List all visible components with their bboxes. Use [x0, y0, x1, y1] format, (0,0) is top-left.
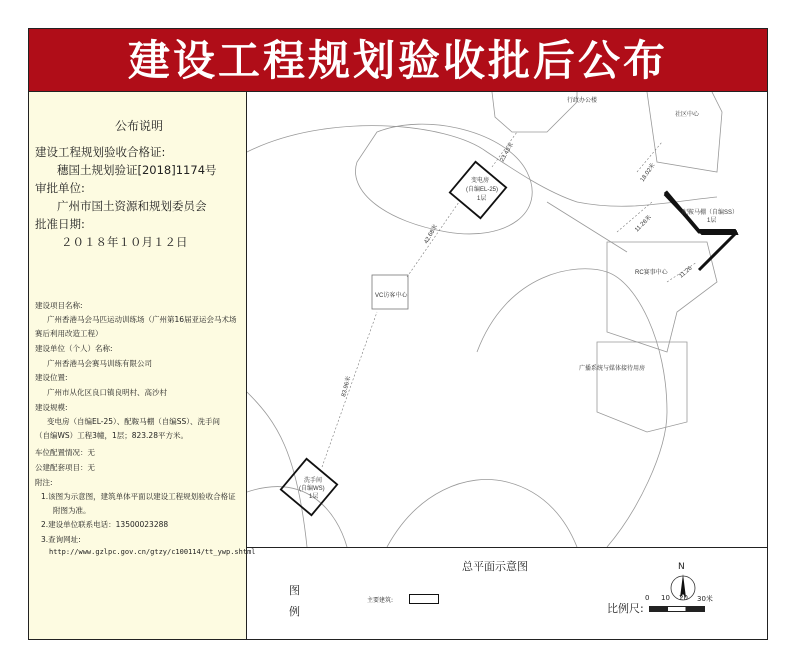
dim-d4: 18.02米	[639, 162, 657, 184]
public-facility: 公建配套项目：无	[35, 463, 95, 472]
scale-bar-label: 比例尺:	[607, 602, 644, 615]
label-vc: VC访客中心	[375, 293, 408, 299]
builder: 广州香港马会赛马训练有限公司	[47, 359, 152, 368]
approval-unit: 广州市国土资源和规划委员会	[57, 199, 207, 213]
vc-visitor-center	[372, 275, 408, 309]
label-washroom-floor: 1层	[309, 494, 319, 500]
cert-label: 建设工程规划验收合格证:	[35, 145, 166, 159]
road-curve-north	[247, 126, 577, 202]
scale-line1: 变电房（自编EL-25）、配鞍马棚（自编SS）、洗手间	[47, 417, 221, 426]
road-curve-east	[577, 197, 717, 206]
label-admin: 行政办公楼	[567, 98, 598, 104]
scale-bar	[649, 606, 705, 612]
project-name-label: 建设项目名称:	[35, 301, 83, 310]
info-panel	[29, 92, 256, 639]
parking: 车位配置情况：无	[35, 448, 95, 457]
site-plan-map	[247, 92, 767, 547]
building-outline-community	[647, 92, 722, 172]
oval-track	[355, 124, 532, 234]
scale-tick-30: 30米	[697, 595, 713, 603]
scale-tick-10: 10	[661, 594, 670, 602]
scale-tick-20: 20	[679, 594, 688, 602]
label-substation-code: (自编EL-25)	[466, 187, 499, 193]
rc-building	[607, 242, 717, 352]
scale-tick-0: 0	[645, 594, 650, 602]
path-lower	[387, 480, 577, 547]
label-community: 社区中心	[675, 112, 700, 118]
label-substation-floor: 1层	[477, 196, 487, 202]
label-washroom-code: (自编WS)	[299, 486, 325, 492]
legend-main-building-label: 主要建筑:	[367, 597, 394, 604]
location-label: 建设位置:	[35, 373, 68, 382]
cert-number: 穗国土规划验证[2018]1174号	[57, 163, 217, 177]
label-rc: RC赛事中心	[635, 270, 668, 276]
query-url[interactable]: http://www.gzlpc.gov.cn/gtzy/c100114/tt_ywp.shtml	[49, 548, 256, 556]
dim-line-d3	[322, 312, 377, 467]
approval-unit-label: 审批单位:	[35, 181, 85, 195]
road-curve-south	[247, 487, 347, 547]
legend-area	[247, 547, 767, 639]
building-outline-admin	[492, 92, 577, 132]
builder-label: 建设单位（个人）名称:	[35, 344, 113, 353]
scale-line2: （自编WS）工程3幢，1层；823.28平方米。	[35, 431, 188, 440]
label-tack: 配鞍马棚（自编SS）	[682, 210, 739, 216]
legend-main-building-symbol	[409, 594, 439, 604]
road-line-diagonal	[547, 202, 627, 252]
note1-line2: 附图为准。	[53, 506, 91, 515]
plan-title: 总平面示意图	[462, 560, 528, 573]
dim-d6: 11.26	[678, 265, 694, 280]
approval-date-label: 批准日期:	[35, 217, 85, 231]
dim-d2: 42.68米	[423, 223, 440, 245]
scale-label: 建设规模:	[35, 403, 68, 412]
dim-d3: 83.96米	[341, 375, 353, 398]
label-washroom-name: 洗手间	[304, 478, 323, 484]
dim-line-d2	[407, 202, 459, 277]
dim-d5: 11.26米	[634, 214, 653, 234]
legend-label-tu: 图	[289, 584, 300, 597]
dim-d1: 23.43米	[499, 141, 516, 163]
project-name-line1: 广州香港马会马匹运动训练场（广州第16届亚运会马术场	[47, 315, 237, 324]
page-title: 建设工程规划验收批后公布	[28, 28, 768, 92]
location: 广州市从化区良口镇良明村、高沙村	[47, 388, 167, 397]
legend-label-li: 例	[289, 605, 300, 618]
north-label: N	[678, 562, 685, 572]
note3: 3.查询网址:	[41, 535, 81, 544]
approval-date: ２０１８年１０月１２日	[61, 235, 188, 249]
note1-line1: 1.该图为示意图，建筑单体平面以建设工程规划验收合格证	[41, 492, 236, 501]
notes-label: 附注:	[35, 478, 53, 487]
broadcast-building	[597, 342, 687, 432]
note2: 2.建设单位联系电话：13500023288	[41, 520, 169, 529]
curve-main	[477, 269, 667, 547]
project-name-line2: 赛后利用改造工程）	[35, 329, 103, 338]
tack-barn-wall	[699, 232, 737, 270]
label-tack-floor: 1层	[707, 218, 717, 224]
panel-heading: 公布说明	[115, 119, 164, 133]
label-broadcast: 广播系统与媒体接待用房	[579, 366, 646, 372]
label-substation-name: 变电房	[471, 178, 490, 184]
